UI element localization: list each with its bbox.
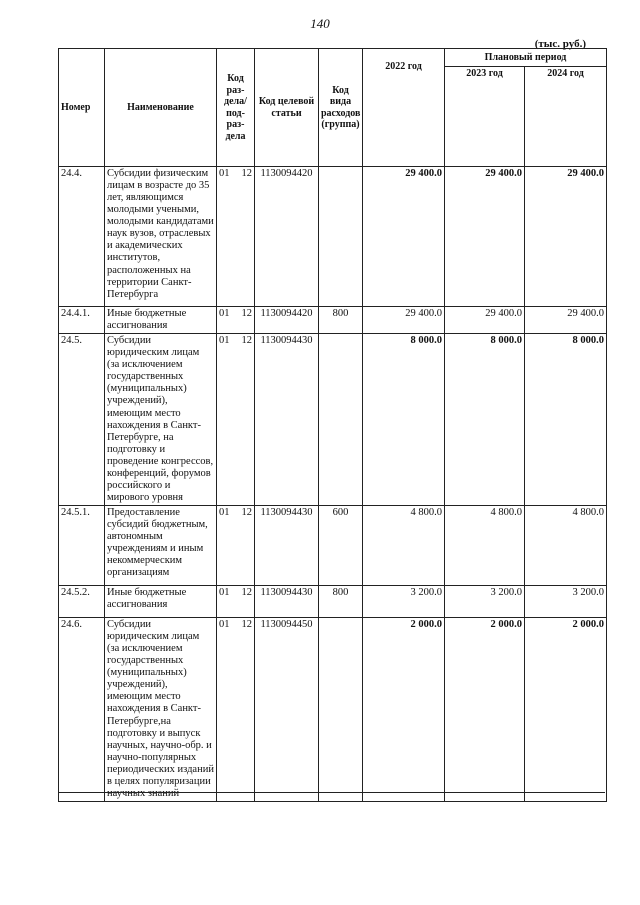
header-expense-code: Код вида расходов (группа) bbox=[319, 49, 363, 167]
row-name: Субсидии юридическим лицам (за исключением государственных (муниципальных) учреждений), имеющим место нахождения в Санкт-Петербурге, на подготовку и проведение конгрессов, конференций, форумов российского и мирового уровня bbox=[105, 334, 217, 506]
row-value-2022: 3 200.0 bbox=[363, 586, 445, 618]
row-number: 24.5.1. bbox=[59, 506, 105, 586]
header-number: Номер bbox=[59, 49, 105, 167]
row-target-code: 1130094430 bbox=[255, 334, 319, 506]
row-value-2023: 4 800.0 bbox=[445, 506, 525, 586]
row-expense-code bbox=[319, 618, 363, 802]
row-value-2023: 8 000.0 bbox=[445, 334, 525, 506]
row-value-2023: 29 400.0 bbox=[445, 307, 525, 334]
row-section-code bbox=[217, 506, 255, 586]
row-value-2023: 2 000.0 bbox=[445, 618, 525, 802]
row-expense-code: 600 bbox=[319, 506, 363, 586]
table-row bbox=[59, 618, 607, 802]
row-number: 24.6. bbox=[59, 618, 105, 802]
header-year-2023: 2023 год bbox=[445, 67, 525, 167]
row-section-code bbox=[217, 334, 255, 506]
row-value-2023: 29 400.0 bbox=[445, 167, 525, 307]
header-name: Наименование bbox=[105, 49, 217, 167]
subsection-code: 12 bbox=[241, 507, 252, 518]
table-row bbox=[59, 334, 607, 506]
row-expense-code: 800 bbox=[319, 307, 363, 334]
row-number: 24.5.2. bbox=[59, 586, 105, 618]
header-section-code: Код раз-дела/ под-раз-дела bbox=[217, 49, 255, 167]
row-target-code: 1130094430 bbox=[255, 506, 319, 586]
section-code: 01 bbox=[219, 587, 230, 598]
row-target-code: 1130094430 bbox=[255, 586, 319, 618]
budget-table bbox=[58, 48, 607, 802]
subsection-code: 12 bbox=[241, 335, 252, 347]
table-row bbox=[59, 307, 607, 334]
header-year-2022: 2022 год bbox=[363, 49, 445, 167]
row-value-2022: 4 800.0 bbox=[363, 506, 445, 586]
table-row bbox=[59, 506, 607, 586]
units-label: (тыс. руб.) bbox=[534, 38, 586, 50]
row-section-code bbox=[217, 167, 255, 307]
section-code: 01 bbox=[219, 619, 230, 630]
table-row bbox=[59, 167, 607, 307]
subsection-code: 12 bbox=[241, 308, 252, 319]
section-code: 01 bbox=[219, 168, 230, 179]
row-target-code: 1130094450 bbox=[255, 618, 319, 802]
row-number: 24.4. bbox=[59, 167, 105, 307]
header-target-code: Код целевой статьи bbox=[255, 49, 319, 167]
header-year-2024: 2024 год bbox=[525, 67, 607, 167]
row-value-2024: 4 800.0 bbox=[525, 506, 607, 586]
row-name: Иные бюджетные ассигнования bbox=[105, 307, 217, 334]
row-value-2024: 8 000.0 bbox=[525, 334, 607, 506]
row-target-code: 1130094420 bbox=[255, 307, 319, 334]
row-target-code: 1130094420 bbox=[255, 167, 319, 307]
subsection-code: 12 bbox=[241, 168, 252, 179]
row-expense-code: 800 bbox=[319, 586, 363, 618]
row-value-2023: 3 200.0 bbox=[445, 586, 525, 618]
row-section-code bbox=[217, 586, 255, 618]
row-name: Предоставление субсидий бюджетным, автономным учреждениям и иным некоммерческим организациям bbox=[105, 506, 217, 586]
row-section-code bbox=[217, 307, 255, 334]
row-value-2024: 3 200.0 bbox=[525, 586, 607, 618]
row-number: 24.5. bbox=[59, 334, 105, 506]
row-value-2022: 29 400.0 bbox=[363, 167, 445, 307]
row-section-code bbox=[217, 618, 255, 802]
row-value-2022: 29 400.0 bbox=[363, 307, 445, 334]
row-value-2024: 29 400.0 bbox=[525, 307, 607, 334]
section-code: 01 bbox=[219, 507, 230, 518]
row-value-2024: 2 000.0 bbox=[525, 618, 607, 802]
page-number: 140 bbox=[310, 16, 330, 31]
subsection-code: 12 bbox=[241, 619, 252, 630]
row-value-2024: 29 400.0 bbox=[525, 167, 607, 307]
table-row bbox=[59, 586, 607, 618]
row-expense-code bbox=[319, 167, 363, 307]
row-value-2022: 8 000.0 bbox=[363, 334, 445, 506]
subsection-code: 12 bbox=[241, 587, 252, 598]
header-planned-period: Плановый период bbox=[445, 49, 607, 67]
section-code: 01 bbox=[219, 308, 230, 319]
row-expense-code bbox=[319, 334, 363, 506]
row-number: 24.4.1. bbox=[59, 307, 105, 334]
row-name: Субсидии юридическим лицам (за исключением государственных (муниципальных) учреждений), имеющим место нахождения в Санкт-Петербурге,на подготовку и выпуск научных, научно-обр. и научно-популярных периодических изданий в целях популяризации научных знаний bbox=[105, 618, 217, 802]
section-code: 01 bbox=[219, 335, 230, 347]
row-name: Иные бюджетные ассигнования bbox=[105, 586, 217, 618]
row-name: Субсидии физическим лицам в возрасте до 35 лет, являющимся молодыми учеными, молодыми кандидатами наук вузов, отраслевых и академических институтов, расположенных на территории Санкт-Петербурга bbox=[105, 167, 217, 307]
row-value-2022: 2 000.0 bbox=[363, 618, 445, 802]
table-bottom-rule bbox=[58, 792, 605, 793]
